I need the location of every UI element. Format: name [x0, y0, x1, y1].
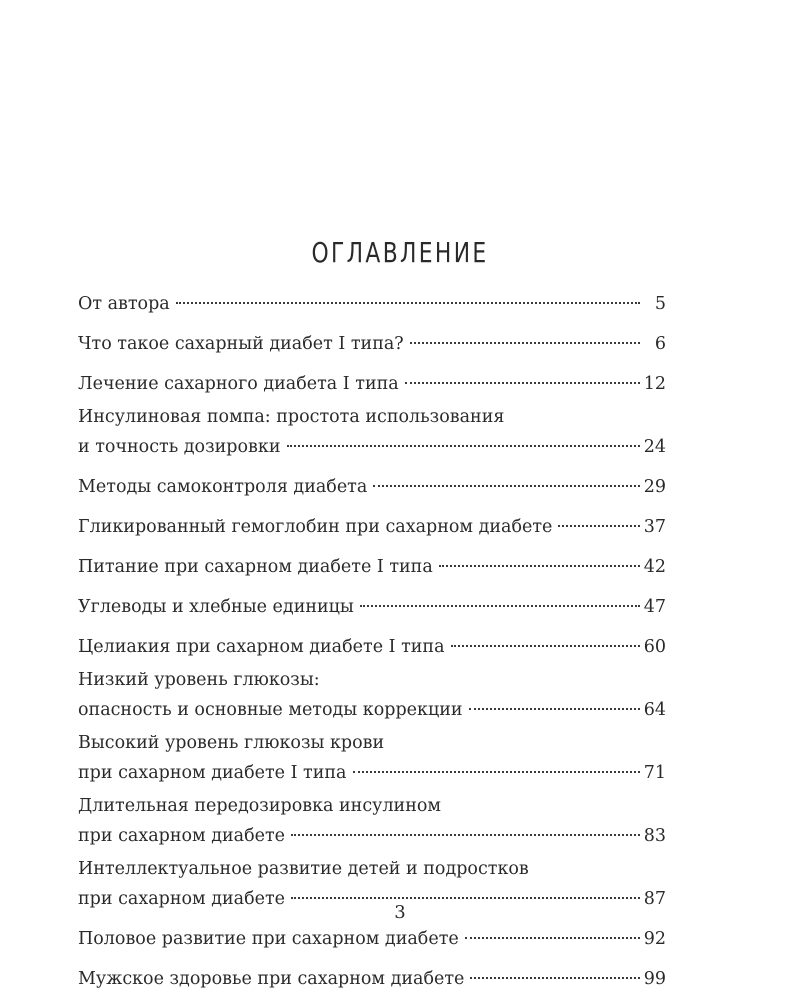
toc-entry-title: Методы самоконтроля диабета [78, 477, 368, 497]
toc-entry-title-line: Длительная передозировка инсулином [78, 796, 442, 816]
dot-leader [353, 755, 640, 778]
toc-entry-title: при сахарном диабете [78, 889, 286, 909]
dot-leader [470, 961, 639, 984]
toc-entry-line [78, 366, 666, 396]
toc-entry [78, 406, 666, 459]
toc-entry-title: Что такое сахарный диабет I типа? [78, 334, 404, 354]
dot-leader [410, 326, 640, 349]
toc-entry-title: при сахарном диабете I типа [78, 763, 347, 783]
toc-entry-line [78, 818, 666, 848]
toc-entry [78, 366, 666, 396]
dot-leader [439, 549, 640, 572]
dot-leader [287, 429, 640, 452]
toc-entry-page: 24 [643, 437, 666, 457]
toc-entry-line [78, 629, 666, 659]
toc-entry [78, 961, 666, 991]
toc-entry-page: 6 [654, 334, 666, 354]
page-number: 3 [394, 902, 406, 923]
toc-entry [78, 509, 666, 539]
toc-entry-line [78, 286, 666, 316]
toc-entry-page: 87 [643, 889, 666, 909]
toc-entry-title-line: Инсулиновая помпа: простота использования [78, 407, 505, 427]
toc-entry-line [78, 589, 666, 619]
toc-entry-page: 29 [643, 477, 666, 497]
toc-entry-line [78, 469, 666, 499]
toc-entry-page: 60 [643, 637, 666, 657]
toc-entry-line [78, 429, 666, 459]
toc-entry-line [78, 509, 666, 539]
dot-leader [360, 589, 640, 612]
toc-entry-title: Углеводы и хлебные единицы [78, 597, 354, 617]
toc-entry-line [78, 755, 666, 785]
toc-entry [78, 629, 666, 659]
toc-entry-page: 42 [643, 557, 666, 577]
dot-leader [558, 509, 639, 532]
toc-entry [78, 326, 666, 356]
dot-leader [469, 692, 640, 715]
toc-entry-title: Питание при сахарном диабете I типа [78, 557, 433, 577]
toc-entry-title-line: Интеллектуальное развитие детей и подростков [78, 859, 529, 879]
toc-entry-title: От автора [78, 294, 170, 314]
toc-entry-page: 12 [643, 374, 666, 394]
toc-entry-page: 64 [643, 700, 666, 720]
dot-leader [291, 818, 640, 841]
toc-entry [78, 469, 666, 499]
toc-entry-page: 92 [643, 929, 666, 949]
page-title: ОГЛАВЛЕНИЕ [311, 236, 489, 269]
toc-entry [78, 669, 666, 722]
toc-entry-title: и точность дозировки [78, 437, 281, 457]
toc-entry [78, 795, 666, 848]
toc-entry-title: опасность и основные методы коррекции [78, 700, 463, 720]
toc-entry-line [78, 549, 666, 579]
toc-entry [78, 286, 666, 316]
table-of-contents [78, 286, 666, 1001]
dot-leader [405, 366, 640, 389]
dot-leader [291, 881, 640, 904]
toc-entry-title-line: Высокий уровень глюкозы крови [78, 733, 385, 753]
toc-entry [78, 921, 666, 951]
toc-entry-page: 47 [643, 597, 666, 617]
dot-leader [176, 286, 640, 309]
dot-leader [451, 629, 640, 652]
toc-entry-page: 83 [643, 826, 666, 846]
toc-entry-line [78, 921, 666, 951]
dot-leader [373, 469, 639, 492]
dot-leader [465, 921, 640, 944]
toc-entry-page: 5 [654, 294, 666, 314]
toc-entry-page: 37 [643, 517, 666, 537]
toc-entry [78, 589, 666, 619]
toc-entry-title: Мужское здоровье при сахарном диабете [78, 969, 465, 989]
toc-entry-page: 71 [643, 763, 666, 783]
toc-entry-title: Половое развитие при сахарном диабете [78, 929, 459, 949]
toc-entry [78, 732, 666, 785]
toc-entry-title: при сахарном диабете [78, 826, 286, 846]
toc-entry-page: 99 [643, 969, 666, 989]
toc-entry-title: Целиакия при сахарном диабете I типа [78, 637, 445, 657]
toc-entry-title-line: Низкий уровень глюкозы: [78, 670, 320, 690]
toc-entry-line [78, 692, 666, 722]
toc-entry-title: Лечение сахарного диабета I типа [78, 374, 399, 394]
toc-entry-line [78, 961, 666, 991]
toc-entry [78, 549, 666, 579]
toc-entry-title: Гликированный гемоглобин при сахарном диабете [78, 517, 553, 537]
toc-entry-line [78, 326, 666, 356]
